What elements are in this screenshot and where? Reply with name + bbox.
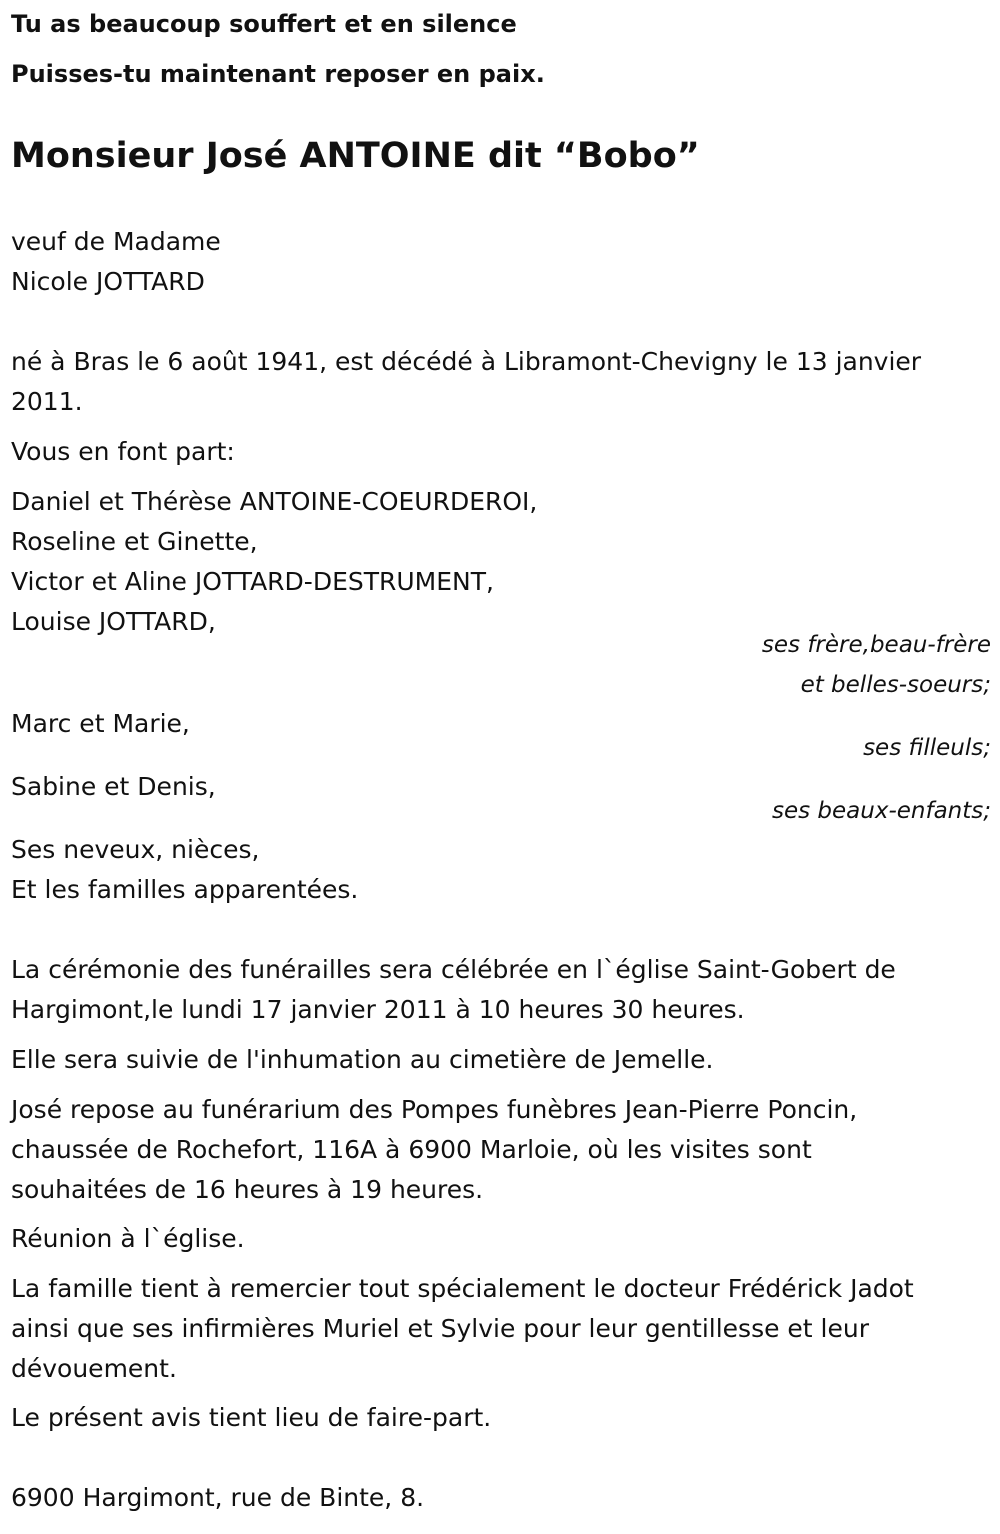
notice-line: Le présent avis tient lieu de faire-part.	[11, 1403, 492, 1432]
family-sibling: Daniel et Thérèse ANTOINE-COEURDEROI,	[11, 487, 538, 516]
funeral-home-line-3: souhaitées de 16 heures à 19 heures.	[11, 1175, 484, 1204]
ceremony-line-1: La cérémonie des funérailles sera célébrée en l`église Saint-Gobert de	[11, 955, 896, 984]
funeral-home-line-1: José repose au funérarium des Pompes funèbres Jean-Pierre Poncin,	[11, 1095, 858, 1124]
funeral-home-line-2: chaussée de Rochefort, 116A à 6900 Marloie, où les visites sont	[11, 1135, 812, 1164]
intro-line-2: Puisses-tu maintenant reposer en paix.	[11, 60, 545, 88]
burial-line: Elle sera suivie de l'inhumation au cimetière de Jemelle.	[11, 1045, 714, 1074]
meeting-line: Réunion à l`église.	[11, 1224, 245, 1253]
birth-death-line-2: 2011.	[11, 387, 83, 416]
nephews-line: Ses neveux, nièces,	[11, 835, 260, 864]
stepchildren-role: ses beaux-enfants;	[771, 798, 991, 824]
thanks-line-3: dévouement.	[11, 1354, 177, 1383]
thanks-line-2: ainsi que ses infirmières Muriel et Sylvie pour leur gentillesse et leur	[11, 1314, 870, 1343]
widow-line-2: Nicole JOTTARD	[11, 267, 205, 296]
family-sibling: Victor et Aline JOTTARD-DESTRUMENT,	[11, 567, 494, 596]
siblings-role-line-1: ses frère,beau-frère	[761, 632, 991, 658]
thanks-line-1: La famille tient à remercier tout spécialement le docteur Frédérick Jadot	[11, 1274, 914, 1303]
widow-line-1: veuf de Madame	[11, 227, 221, 256]
siblings-role-line-2: et belles-soeurs;	[800, 672, 991, 698]
ceremony-line-2: Hargimont,le lundi 17 janvier 2011 à 10 heures 30 heures.	[11, 995, 745, 1024]
family-sibling: Roseline et Ginette,	[11, 527, 258, 556]
godchildren-line: Marc et Marie,	[11, 709, 190, 738]
birth-death-line-1: né à Bras le 6 août 1941, est décédé à Libramont-Chevigny le 13 janvier	[11, 347, 922, 376]
address-line: 6900 Hargimont, rue de Binte, 8.	[11, 1483, 425, 1512]
stepchildren-line: Sabine et Denis,	[11, 772, 216, 801]
families-line: Et les familles apparentées.	[11, 875, 359, 904]
family-sibling: Louise JOTTARD,	[11, 607, 216, 636]
intro-line-1: Tu as beaucoup souffert et en silence	[11, 10, 517, 38]
deceased-name-title: Monsieur José ANTOINE dit “Bobo”	[11, 136, 700, 176]
announce-line: Vous en font part:	[11, 437, 235, 466]
godchildren-role: ses filleuls;	[863, 735, 991, 761]
